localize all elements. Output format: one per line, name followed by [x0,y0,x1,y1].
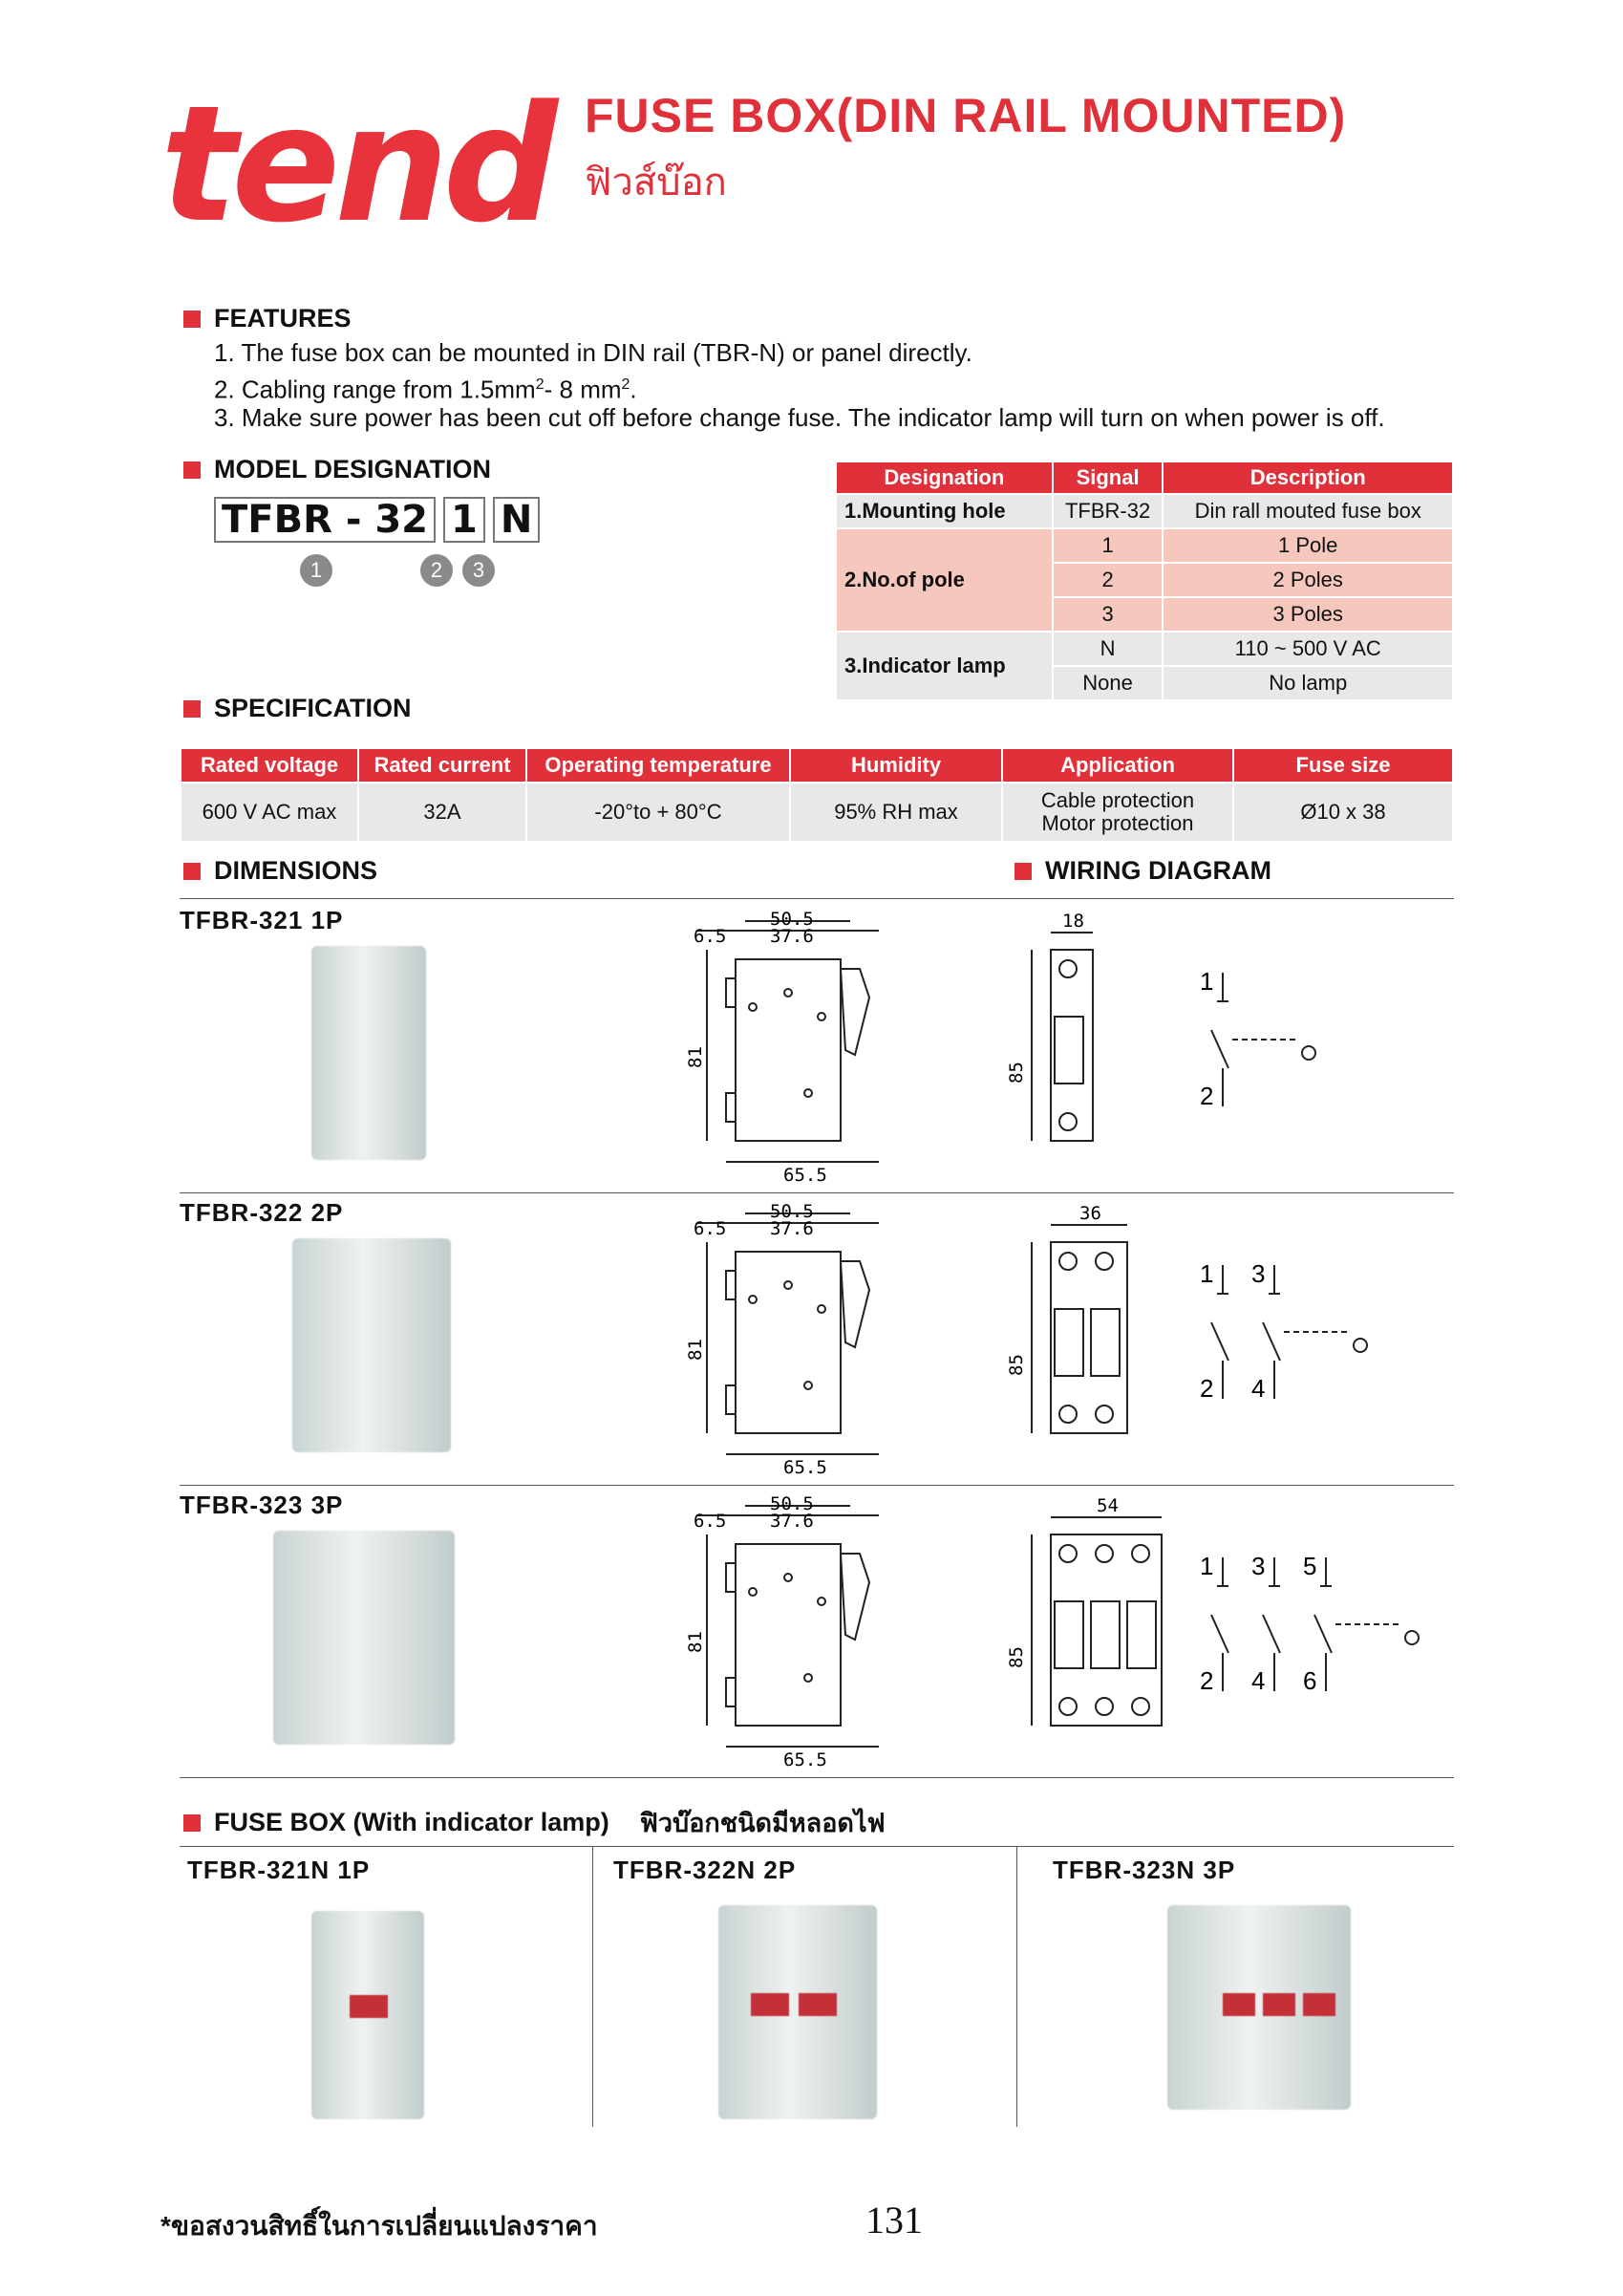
dim-label: 85 [1006,1062,1027,1084]
terminal-label: 4 [1251,1666,1266,1695]
divider [180,1485,1454,1486]
side-view-drawing [685,909,908,1189]
fuse-box-photo [311,946,426,1160]
dim-label: 36 [1079,1203,1101,1224]
divider [592,1846,593,2127]
side-view-drawing [685,1201,908,1481]
terminal-label: 2 [1200,1666,1214,1695]
terminal-label: 2 [1200,1082,1214,1110]
page-title: FUSE BOX(DIN RAIL MOUNTED) [585,89,1347,142]
lamp-fuse-photo-2p [718,1905,877,2119]
terminal-label: 2 [1200,1374,1214,1403]
indicator-lamp-icon [1263,1993,1295,2016]
dimensions-heading: DIMENSIONS [183,856,377,886]
terminal-label: 4 [1251,1374,1266,1403]
terminal-label: 5 [1303,1552,1317,1580]
marker-3: 3 [462,554,495,587]
page-subtitle: ฟิวส์บ๊อก [585,161,727,204]
table-row: 3 3 Poles [836,597,1453,632]
model-code: TFBR - 32 1 N [214,497,547,543]
indicator-lamp-icon [751,1993,789,2016]
dim-label: 37.6 [770,1218,814,1239]
table-row: 3.Indicator lamp N 110 ~ 500 V AC [836,632,1453,666]
dim-label: 65.5 [783,1165,827,1186]
terminal-label: 1 [1200,967,1214,996]
lamp-section-heading: FUSE BOX (With indicator lamp) ฟิวบ๊อกชนิดมีหลอดไฟ [183,1802,886,1843]
indicator-lamp-icon [350,1995,388,2018]
dim-label: 37.6 [770,1511,814,1532]
table-row: None No lamp [836,666,1453,700]
dim-label: 6.5 [694,926,727,947]
feature-2: 2. Cabling range from $1.5mm^2-$ 8 $mm^2$. [214,375,637,404]
divider [180,898,1454,899]
terminal-label: 1 [1200,1552,1214,1580]
dim-label: 50.5 [770,909,814,930]
feature-3: 3. Make sure power has been cut off before change fuse. The indicator lamp will turn on when power is off. [214,403,1385,432]
specification-table: Rated voltage Rated current Operating temperature Humidity Application Fuse size 600 V AC max 32A -20°to + 80°C 95% RH max Cable protection Motor protection Ø10 x 38 [180,747,1454,843]
side-view-drawing [685,1493,908,1773]
front-view-drawing [993,1496,1165,1773]
fuse-box-photo [292,1238,451,1452]
dimension-model-name: TFBR-321 1P [180,906,344,934]
lamp-fuse-photo-3p [1167,1905,1351,2110]
terminal-label: 6 [1303,1666,1317,1695]
dim-label: 6.5 [694,1511,727,1532]
dim-label: 65.5 [783,1749,827,1770]
marker-1: 1 [300,554,332,587]
dim-label: 81 [685,1046,706,1068]
divider [180,1846,1454,1847]
table-row: 2 2 Poles [836,563,1453,597]
dim-label: 6.5 [694,1218,727,1239]
dim-label: 65.5 [783,1457,827,1478]
indicator-lamp-icon [799,1993,837,2016]
dimension-model-name: TFBR-323 3P [180,1491,344,1519]
lamp-fuse-photo-1p [311,1911,424,2119]
dim-label: 50.5 [770,1493,814,1514]
brand-logo: tend [160,71,553,258]
divider [180,1192,1454,1193]
dim-label: 81 [685,1339,706,1361]
dim-label: 50.5 [770,1201,814,1222]
front-view-drawing [993,912,1165,1189]
dim-label: 85 [1006,1646,1027,1668]
front-view-drawing [993,1204,1165,1481]
indicator-lamp-icon [1303,1993,1335,2016]
table-row: 2.No.of pole 1 1 Pole [836,528,1453,563]
price-note: *ขอสงวนสิทธิ์ในการเปลี่ยนแปลงราคา [160,2211,598,2241]
divider [1016,1846,1017,2127]
terminal-label: 3 [1251,1552,1266,1580]
lamp-model-1: TFBR-321N 1P [187,1856,371,1884]
lamp-model-2: TFBR-322N 2P [613,1856,797,1884]
lamp-model-3: TFBR-323N 3P [1053,1856,1236,1884]
features-heading: FEATURES [183,304,352,333]
feature-1: 1. The fuse box can be mounted in DIN rail (TBR-N) or panel directly. [214,338,972,367]
wiring-diagram [1185,963,1414,1126]
fuse-box-photo [273,1531,455,1745]
dim-label: 54 [1097,1495,1119,1516]
dim-label: 37.6 [770,926,814,947]
page-number: 131 [865,2199,923,2242]
model-designation-heading: MODEL DESIGNATION [183,455,491,484]
dim-label: 85 [1006,1354,1027,1376]
divider [180,1777,1454,1778]
dimension-model-name: TFBR-322 2P [180,1198,344,1227]
terminal-label: 3 [1251,1259,1266,1288]
dim-label: 18 [1062,911,1084,932]
designation-table: Designation Signal Description 1.Mounting hole TFBR-32 Din rall mouted fuse box 2.No.of pole 1 1 Pole 2 2 Poles 3 3 Poles 3.Indicator lamp N 110 ~ 500 V AC None No lamp [835,461,1454,701]
wiring-diagram [1185,1548,1414,1710]
terminal-label: 1 [1200,1259,1214,1288]
indicator-lamp-icon [1223,1993,1255,2016]
wiring-diagram [1185,1255,1414,1418]
table-row: 1.Mounting hole TFBR-32 Din rall mouted fuse box [836,494,1453,528]
wiring-diagram-heading: WIRING DIAGRAM [1014,856,1271,886]
table-row: 600 V AC max 32A -20°to + 80°C 95% RH max Cable protection Motor protection Ø10 x 38 [181,783,1453,842]
specification-heading: SPECIFICATION [183,694,412,723]
dim-label: 81 [685,1631,706,1653]
marker-2: 2 [420,554,453,587]
